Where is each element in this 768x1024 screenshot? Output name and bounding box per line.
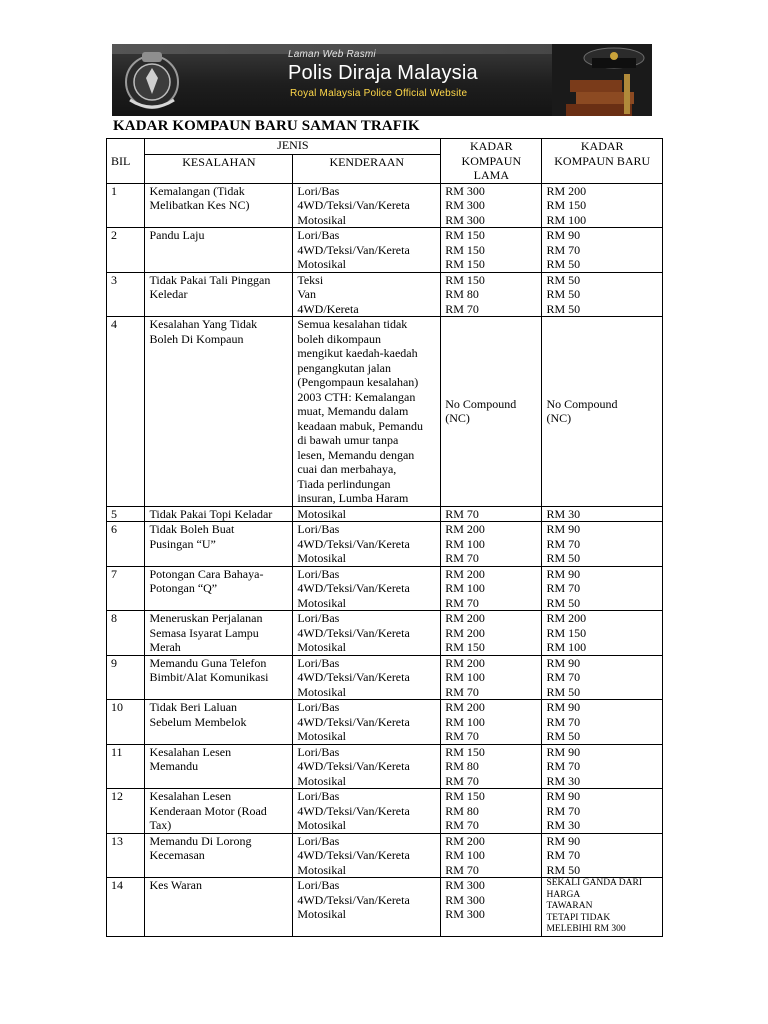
kesalahan-line: Pusingan “U” [149, 536, 216, 551]
kesalahan-line: Tidak Beri Laluan [149, 700, 238, 714]
kenderaan-line: Lori/Bas [297, 566, 340, 581]
kadar-lama-line: RM 80 [445, 759, 479, 773]
banner-site-name: Polis Diraja Malaysia [288, 62, 478, 84]
kadar-lama-line: RM 200 [445, 625, 485, 640]
table-row [107, 655, 663, 700]
kadar-lama-line: RM 70 [445, 818, 479, 832]
header-jenis: JENIS [145, 139, 441, 155]
kenderaan-line: 4WD/Teksi/Van/Kereta [297, 892, 410, 907]
kadar-lama-line: RM 300 [445, 212, 485, 227]
kadar-baru-line: RM 50 [546, 729, 581, 743]
kadar-baru-cell [542, 183, 663, 228]
bil-cell [107, 833, 145, 878]
header-kadar-baru: KADAR KOMPAUN BARU [542, 139, 663, 184]
kesalahan-line: Tidak Boleh Buat [149, 522, 235, 536]
kadar-baru-line: RM 90 [546, 228, 581, 242]
kenderaan-line: Lori/Bas [297, 228, 340, 242]
kenderaan-line: 4WD/Teksi/Van/Kereta [297, 803, 410, 818]
kadar-baru-cell [542, 655, 663, 700]
kenderaan-cell [293, 566, 441, 611]
kompaun-table [106, 138, 663, 937]
kesalahan-line: Tax) [149, 818, 172, 832]
kadar-baru-cell [542, 506, 663, 522]
kesalahan-cell [145, 789, 293, 834]
kenderaan-line: Teksi [297, 272, 324, 287]
kenderaan-line: Motosikal [297, 595, 347, 610]
kadar-baru-line: RM 70 [546, 803, 581, 818]
kenderaan-line: muat, Memandu dalam [297, 404, 409, 418]
kesalahan-line: Memandu [149, 759, 199, 773]
kesalahan-line: Potongan “Q” [149, 581, 218, 595]
table-row [107, 566, 663, 611]
header-kenderaan: KENDERAAN [293, 154, 441, 183]
kenderaan-cell [293, 700, 441, 745]
kesalahan-line: Kemalangan (Tidak [149, 183, 245, 198]
kadar-baru-line: RM 90 [546, 566, 581, 581]
header-kadar-lama: KADAR KOMPAUN LAMA [441, 139, 542, 184]
kesalahan-cell [145, 317, 293, 507]
kenderaan-cell [293, 611, 441, 656]
kesalahan-cell [145, 183, 293, 228]
bil-number: 10 [111, 700, 123, 714]
kadar-lama-cell [441, 272, 542, 317]
table-row [107, 506, 663, 522]
kadar-baru-line: RM 30 [546, 506, 581, 521]
kadar-lama-line: RM 200 [445, 522, 485, 536]
kenderaan-line: 4WD/Teksi/Van/Kereta [297, 581, 410, 595]
kadar-baru-cell [542, 744, 663, 789]
kenderaan-line: 4WD/Teksi/Van/Kereta [297, 714, 410, 729]
table-row [107, 700, 663, 745]
kadar-baru-line: RM 50 [546, 551, 581, 565]
kadar-baru-line: RM 90 [546, 744, 581, 759]
kadar-lama-line: RM 300 [445, 907, 485, 921]
bil-number: 9 [111, 655, 117, 670]
bil-number: 5 [111, 506, 117, 521]
kenderaan-line: Lori/Bas [297, 878, 340, 892]
kenderaan-cell [293, 183, 441, 228]
table-row [107, 272, 663, 317]
kenderaan-line: pengangkutan jalan [297, 360, 391, 375]
bil-cell [107, 272, 145, 317]
header-row-top [107, 139, 663, 155]
kadar-lama-line: RM 100 [445, 670, 485, 684]
kenderaan-line: Tiada perlindungan [297, 476, 391, 491]
kesalahan-cell [145, 744, 293, 789]
kenderaan-line: Lori/Bas [297, 744, 340, 759]
kenderaan-line: Motosikal [297, 551, 347, 565]
kadar-lama-line: RM 150 [445, 640, 485, 654]
kenderaan-line: Van [297, 287, 317, 301]
kadar-baru-line: RM 50 [546, 257, 581, 271]
bil-cell [107, 228, 145, 273]
kadar-lama-line: RM 70 [445, 684, 479, 699]
kadar-baru-line: RM 30 [546, 773, 581, 788]
page-title: KADAR KOMPAUN BARU SAMAN TRAFIK [113, 118, 420, 134]
kadar-lama-line: RM 200 [445, 566, 485, 581]
kadar-baru-line: RM 70 [546, 714, 581, 729]
kadar-lama-line: RM 300 [445, 198, 485, 212]
kenderaan-cell [293, 317, 441, 507]
kadar-lama-line: RM 300 [445, 878, 485, 892]
kadar-baru-line: RM 50 [546, 595, 581, 610]
kenderaan-line: Lori/Bas [297, 833, 340, 848]
kesalahan-line: Memandu Guna Telefon [149, 655, 267, 670]
bil-number: 11 [111, 744, 123, 759]
kadar-baru-line: RM 90 [546, 700, 581, 714]
kadar-baru-line: RM 90 [546, 522, 581, 536]
kenderaan-line: 4WD/Teksi/Van/Kereta [297, 536, 410, 551]
kesalahan-cell [145, 272, 293, 317]
kadar-lama-cell [441, 655, 542, 700]
kadar-baru-line: RM 70 [546, 536, 581, 551]
kadar-baru-line: RM 30 [546, 818, 581, 832]
kenderaan-line: Lori/Bas [297, 522, 340, 536]
kesalahan-cell [145, 506, 293, 522]
kadar-baru-cell [542, 700, 663, 745]
kadar-lama-line: RM 150 [445, 744, 485, 759]
kenderaan-cell [293, 655, 441, 700]
kadar-baru-line: RM 70 [546, 670, 581, 684]
kadar-lama-line: RM 80 [445, 803, 479, 818]
police-cap-books-icon [552, 44, 652, 116]
bil-cell [107, 611, 145, 656]
kesalahan-line: Kecemasan [149, 848, 205, 862]
kenderaan-line: Lori/Bas [297, 789, 340, 803]
kadar-baru-line: RM 90 [546, 833, 581, 848]
kenderaan-line: Lori/Bas [297, 611, 340, 625]
kadar-lama-line: RM 200 [445, 833, 485, 848]
kadar-lama-cell [441, 878, 542, 937]
kenderaan-line: 4WD/Teksi/Van/Kereta [297, 198, 410, 212]
kesalahan-line: Kenderaan Motor (Road [149, 803, 267, 818]
bil-number: 12 [111, 789, 123, 803]
kadar-lama-cell [441, 506, 542, 522]
kadar-lama-cell [441, 789, 542, 834]
kadar-baru-line: TAWARAN [546, 901, 593, 911]
table-row [107, 833, 663, 878]
kenderaan-line: Semua kesalahan tidak [297, 317, 408, 331]
kesalahan-cell [145, 522, 293, 567]
kadar-lama-line: RM 150 [445, 228, 485, 242]
kenderaan-cell [293, 272, 441, 317]
kadar-lama-line: RM 150 [445, 789, 485, 803]
kadar-baru-cell [542, 878, 663, 937]
table-row [107, 522, 663, 567]
kadar-baru-line: RM 50 [546, 287, 581, 301]
kenderaan-line: Motosikal [297, 257, 347, 271]
bil-cell [107, 506, 145, 522]
kadar-lama-cell [441, 522, 542, 567]
kenderaan-line: Motosikal [297, 907, 347, 921]
kenderaan-line: lesen, Memandu dengan [297, 447, 415, 462]
kadar-baru-cell [542, 789, 663, 834]
kenderaan-line: Motosikal [297, 729, 347, 743]
kadar-baru-line: RM 70 [546, 242, 581, 257]
kenderaan-line: (Pengompaun kesalahan) [297, 375, 419, 389]
kadar-lama-line: RM 70 [445, 301, 479, 316]
kesalahan-cell [145, 833, 293, 878]
kadar-lama-line: (NC) [445, 411, 470, 426]
bil-number: 4 [111, 317, 117, 331]
bil-number: 13 [111, 833, 123, 848]
kenderaan-cell [293, 506, 441, 522]
bil-cell [107, 183, 145, 228]
kadar-lama-line: RM 70 [445, 551, 479, 565]
table-row [107, 789, 663, 834]
kenderaan-line: Lori/Bas [297, 183, 340, 198]
kenderaan-line: 4WD/Teksi/Van/Kereta [297, 759, 410, 773]
bil-number: 14 [111, 878, 123, 892]
kadar-baru-line: RM 200 [546, 183, 587, 198]
kenderaan-line: 4WD/Kereta [297, 301, 359, 316]
kesalahan-line: Kesalahan Lesen [149, 744, 232, 759]
kesalahan-line: Boleh Di Kompaun [149, 331, 244, 346]
banner-subtitle: Royal Malaysia Police Official Website [290, 88, 468, 99]
kadar-baru-line: RM 50 [546, 272, 581, 287]
kadar-lama-line: RM 150 [445, 272, 485, 287]
kenderaan-cell [293, 789, 441, 834]
kadar-baru-line: RM 50 [546, 862, 581, 877]
header-bil: BIL [107, 139, 145, 184]
bil-cell [107, 744, 145, 789]
kadar-lama-line: RM 300 [445, 892, 485, 907]
bil-cell [107, 566, 145, 611]
kenderaan-cell [293, 228, 441, 273]
kesalahan-line: Tidak Pakai Topi Keladar [149, 506, 273, 521]
kesalahan-cell [145, 228, 293, 273]
kadar-baru-cell [542, 611, 663, 656]
kadar-baru-line: RM 100 [546, 640, 587, 654]
bil-cell [107, 522, 145, 567]
kesalahan-line: Kes Waran [149, 878, 202, 892]
kenderaan-line: 4WD/Teksi/Van/Kereta [297, 848, 410, 862]
kadar-baru-line: RM 50 [546, 301, 581, 316]
kadar-lama-line: RM 70 [445, 506, 479, 521]
kadar-lama-line: RM 70 [445, 729, 479, 743]
kenderaan-line: boleh dikompaun [297, 331, 381, 346]
bil-number: 1 [111, 183, 117, 198]
kadar-baru-line: RM 70 [546, 759, 581, 773]
kenderaan-line: 4WD/Teksi/Van/Kereta [297, 625, 410, 640]
kenderaan-line: 2003 CTH: Kemalangan [297, 389, 416, 404]
kadar-baru-cell [542, 833, 663, 878]
kenderaan-line: Motosikal [297, 684, 347, 699]
bil-cell [107, 655, 145, 700]
kadar-baru-line: MELEBIHI RM 300 [546, 924, 626, 934]
kadar-baru-line: RM 150 [546, 198, 587, 212]
kenderaan-line: keadaan mabuk, Pemandu [297, 418, 423, 433]
kenderaan-line: 4WD/Teksi/Van/Kereta [297, 670, 410, 684]
kadar-lama-line: RM 100 [445, 848, 485, 862]
kenderaan-cell [293, 878, 441, 937]
kesalahan-line: Melibatkan Kes NC) [149, 198, 250, 212]
bil-cell [107, 789, 145, 834]
bil-number: 7 [111, 566, 117, 581]
kenderaan-line: Motosikal [297, 773, 347, 788]
kadar-lama-line: RM 70 [445, 595, 479, 610]
kenderaan-line: Lori/Bas [297, 700, 340, 714]
kadar-baru-cell [542, 566, 663, 611]
kadar-lama-cell [441, 566, 542, 611]
bil-number: 2 [111, 228, 117, 242]
bil-cell [107, 700, 145, 745]
banner-official-label: Laman Web Rasmi [288, 49, 376, 60]
kadar-baru-line: RM 90 [546, 655, 581, 670]
kadar-lama-line: No Compound [445, 396, 517, 411]
bil-number: 6 [111, 522, 117, 536]
kadar-baru-line: RM 200 [546, 611, 587, 625]
table-row [107, 744, 663, 789]
kenderaan-line: di bawah umur tanpa [297, 433, 399, 447]
kenderaan-line: 4WD/Teksi/Van/Kereta [297, 242, 410, 257]
kesalahan-line: Memandu Di Lorong [149, 833, 252, 848]
kadar-lama-cell [441, 833, 542, 878]
kadar-lama-line: RM 80 [445, 287, 479, 301]
kadar-lama-cell [441, 744, 542, 789]
kesalahan-line: Tidak Pakai Tali Pinggan [149, 272, 271, 287]
kadar-baru-line: RM 90 [546, 789, 581, 803]
kadar-lama-cell [441, 228, 542, 273]
kadar-lama-line: RM 150 [445, 242, 485, 257]
table-row [107, 228, 663, 273]
header-kesalahan: KESALAHAN [145, 154, 293, 183]
kesalahan-cell [145, 566, 293, 611]
kesalahan-cell [145, 700, 293, 745]
kesalahan-line: Sebelum Membelok [149, 714, 247, 729]
kenderaan-line: Motosikal [297, 212, 347, 227]
kesalahan-line: Potongan Cara Bahaya- [149, 566, 264, 581]
kenderaan-line: Motosikal [297, 818, 347, 832]
kadar-lama-line: RM 150 [445, 257, 485, 271]
kadar-lama-line: RM 200 [445, 700, 485, 714]
kesalahan-line: Pandu Laju [149, 228, 205, 242]
kenderaan-line: cuai dan merbahaya, [297, 462, 397, 476]
kadar-lama-cell [441, 700, 542, 745]
kadar-lama-cell [441, 183, 542, 228]
kadar-lama-cell [441, 317, 542, 507]
kadar-lama-line: RM 70 [445, 862, 479, 877]
kadar-baru-line: RM 70 [546, 581, 581, 595]
kesalahan-line: Merah [149, 640, 181, 654]
table-row [107, 183, 663, 228]
kenderaan-cell [293, 833, 441, 878]
kenderaan-line: Motosikal [297, 640, 347, 654]
kadar-lama-line: RM 100 [445, 536, 485, 551]
kadar-baru-line: RM 50 [546, 684, 581, 699]
kadar-baru-line: RM 70 [546, 848, 581, 862]
kadar-lama-line: RM 300 [445, 183, 485, 198]
bil-cell [107, 878, 145, 937]
bil-number: 3 [111, 272, 117, 287]
kadar-baru-line: (NC) [546, 411, 572, 426]
kadar-baru-line: RM 150 [546, 625, 587, 640]
kadar-lama-line: RM 70 [445, 773, 479, 788]
kesalahan-cell [145, 655, 293, 700]
kadar-baru-line: No Compound [546, 396, 618, 411]
table-row [107, 317, 663, 507]
kesalahan-line: Kesalahan Yang Tidak [149, 317, 258, 331]
kadar-lama-line: RM 100 [445, 581, 485, 595]
kenderaan-line: insuran, Lumba Haram [297, 491, 409, 505]
table-row [107, 878, 663, 937]
kenderaan-line: Motosikal [297, 862, 347, 877]
kadar-lama-line: RM 100 [445, 714, 485, 729]
kesalahan-line: Keledar [149, 287, 188, 301]
kenderaan-line: Motosikal [297, 506, 347, 521]
kadar-baru-line: RM 100 [546, 212, 587, 227]
kesalahan-cell [145, 878, 293, 937]
kesalahan-line: Semasa Isyarat Lampu [149, 625, 259, 640]
kadar-baru-cell [542, 317, 663, 507]
kadar-lama-line: RM 200 [445, 655, 485, 670]
kesalahan-cell [145, 611, 293, 656]
kadar-baru-cell [542, 272, 663, 317]
kenderaan-line: Lori/Bas [297, 655, 340, 670]
police-crest-icon [120, 48, 184, 112]
kenderaan-cell [293, 744, 441, 789]
kesalahan-line: Bimbit/Alat Komunikasi [149, 670, 269, 684]
kesalahan-line: Meneruskan Perjalanan [149, 611, 263, 625]
bil-cell [107, 317, 145, 507]
kesalahan-line: Kesalahan Lesen [149, 789, 232, 803]
kadar-lama-cell [441, 611, 542, 656]
kadar-baru-line: HARGA [546, 889, 581, 900]
kadar-baru-cell [542, 228, 663, 273]
table-row [107, 611, 663, 656]
kadar-lama-line: RM 200 [445, 611, 485, 625]
kadar-baru-line: TETAPI TIDAK [546, 912, 611, 923]
kenderaan-line: mengikut kaedah-kaedah [297, 346, 418, 360]
kenderaan-cell [293, 522, 441, 567]
kadar-baru-cell [542, 522, 663, 567]
kadar-baru-line: SEKALI GANDA DARI [546, 878, 642, 888]
header-banner [112, 44, 652, 116]
bil-number: 8 [111, 611, 117, 625]
